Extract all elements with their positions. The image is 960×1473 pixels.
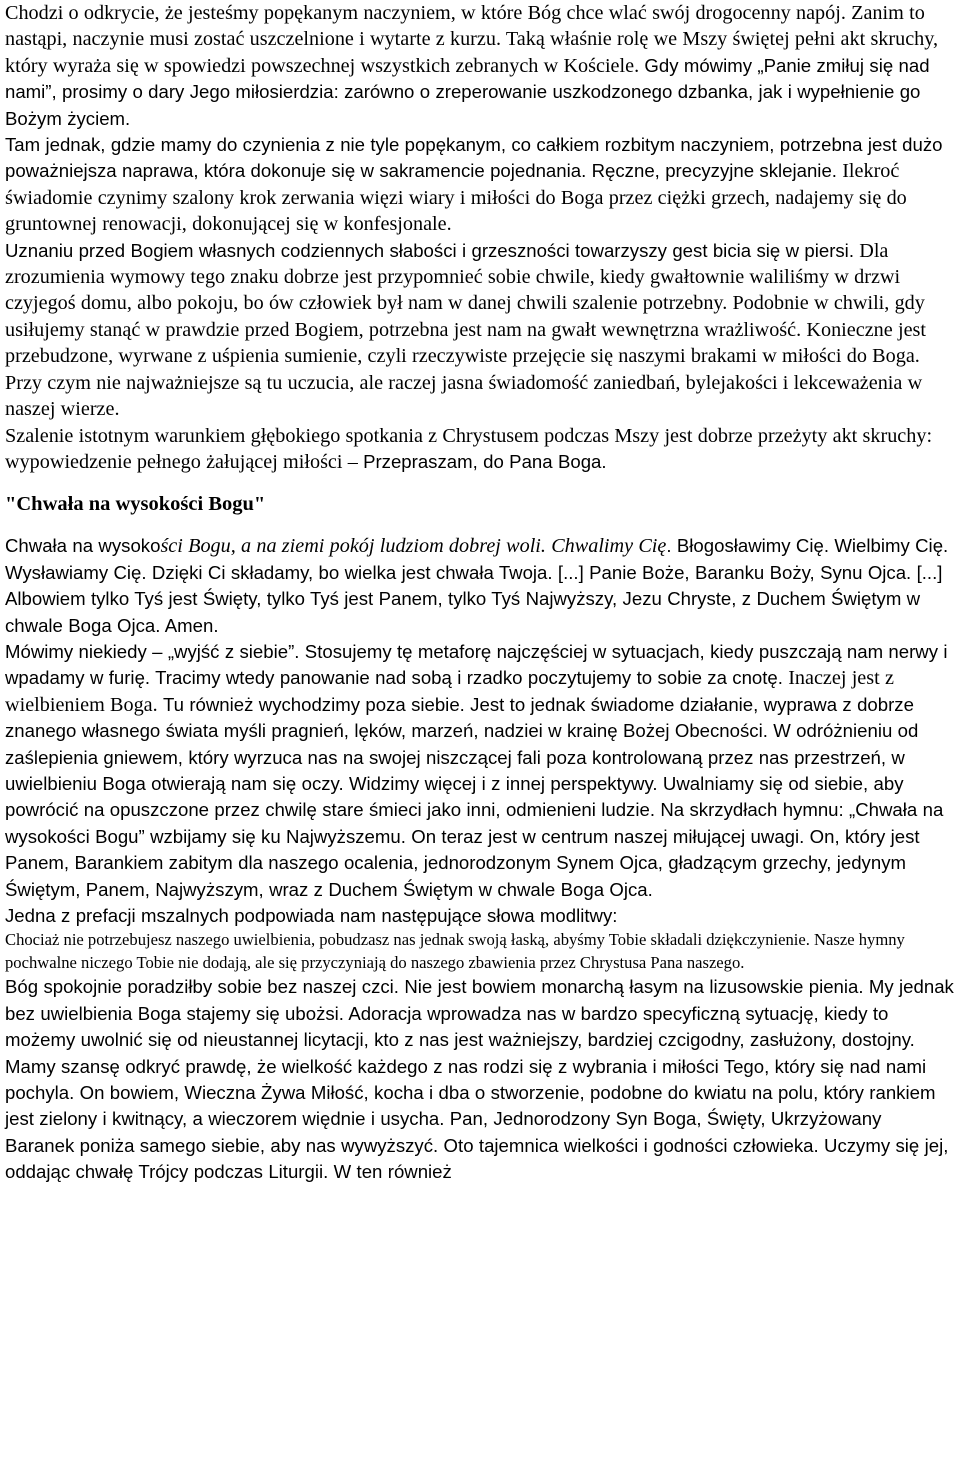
paragraph-reconciliation-part-2: Ilekroć świadomie czynimy szalony krok zerwania więzi wiary i miłości do Boga przez ciężki grzech, nadajemy się do gruntownej renowacji, dokonującej się w konfesjonale. (5, 160, 907, 236)
paragraph-vessel-part-2: Gdy mówimy „Panie zmiłuj się nad nami”, prosimy o dary Jego miłosierdzia: zarówno o zreperowanie uszkodzonego dzbanka, jak i wypełnienie go Bożym życiem. (5, 54, 930, 129)
spacer (5, 475, 955, 491)
document-page (5, 0, 955, 1186)
spacer (5, 517, 955, 533)
paragraph-preface-intro: Jedna z prefacji mszalnych podpowiada nam następujące słowa modlitwy: (5, 905, 618, 926)
gloria-text-part-1: Chwała na wysoko (5, 535, 161, 557)
paragraph-worship-part-1: Mówimy niekiedy – „wyjść z siebie”. Stosujemy tę metaforę najczęściej w sytuacjach, kiedy puszczają nam nerwy i wpadamy w furię. Tracimy wtedy panowanie nad sobą i rzadko poczytujemy to sobie za cnotę. (5, 640, 948, 689)
paragraph-worship (5, 639, 955, 903)
section-heading: "Chwała na wysokości Bogu" (5, 493, 266, 516)
paragraph-breast-beating-part-1: Uznaniu przed Bogiem własnych codziennych słabości i grzeszności towarzyszy gest bicia się w piersi. (5, 239, 854, 261)
paragraph-worship-part-2: Inaczej jest z wielbieniem Boga. (5, 667, 894, 716)
paragraph-worship-part-3: Tu również wychodzimy poza siebie. Jest to jednak świadome działanie, wyprawa z dobrze znanego własnego świata myśli pragnień, lęków, marzeń, nadziei w krainę Bożej Obecności. W odróżnieniu od zaślepienia gniewem, który wyrzuca nas na swojej niszczącej fali poza kontrolowaną przez nas przestrzeń, w uwielbieniu Boga otwierają nam się oczy. Widzimy więcej i z innej perspektywy. Uwalniamy się od siebie, aby powrócić na opuszczone przez chwilę stare śmieci jako inni, odmienieni ludzie. Na skrzydłach hymnu: „Chwała na wysokości Bogu” wzbijamy się ku Najwyższemu. On teraz jest w centrum naszej miłującej uwagi. On, który jest Panem, Barankiem zabitym dla naszego ocalenia, jednorodzonym Synem Ojca, gładzącym grzechy, jedynym Świętym, Panem, Najwyższym, wraz z Duchem Świętym w chwale Boga Ojca. (5, 693, 944, 900)
paragraph-vessel-part-1: Chodzi o odkrycie, że jesteśmy popękanym naczyniem, w które Bóg chce wlać swój drogocenny napój. Zanim to nastąpi, naczynie musi zostać uszczelnione i wytarte z kurzu. Taką właśnie rolę we Mszy świętej pełni akt skruchy, który wyraża się w spowiedzi powszechnej wszystkich zebranych w Kościele. (5, 2, 939, 77)
paragraph-breast-beating-part-2: Dla zrozumienia wymowy tego znaku dobrze jest przypomnieć sobie chwile, kiedy gwałtownie waliliśmy w drzwi czyjegoś domu, albo pokoju, bo ów człowiek był nam w danej chwili szalenie potrzebny. Podobnie w chwili, gdy usiłujemy stanąć w prawdzie przed Bogiem, potrzebna jest nam na gwałt wewnętrzna wrażliwość. Konieczne jest przebudzone, wyrwane z uśpienia sumienie, czyli rzeczywiste przejęcie się naszymi brakami w miłości do Boga. Przy czym nie najważniejsze są tu uczucia, ale raczej jasna świadomość zaniedbań, bylejakości i lekceważenia w naszej wierze. (5, 239, 926, 421)
paragraph-vessel (5, 0, 955, 132)
prayer-quote: Chociaż nie potrzebujesz naszego uwielbienia, pobudzasz nas jednak swoją łaską, abyśmy Tobie składali dziękczynienie. Nasze hymny pochwalne niczego Tobie nie dodają, ale się przyczyniają do naszego zbawienia przez Chrystusa Pana naszego. (5, 930, 905, 972)
paragraph-act-of-contrition (5, 423, 955, 476)
paragraph-reconciliation-part-1: Tam jednak, gdzie mamy do czynienia z nie tyle popękanym, co całkiem rozbitym naczyniem, potrzebna jest dużo poważniejsza naprawa, która dokonuje się w sakramencie pojednania. Ręczne, precyzyjne sklejanie. (5, 134, 943, 182)
paragraph-reconciliation (5, 132, 955, 238)
paragraph-act-of-contrition-part-2: Przepraszam, do Pana Boga. (363, 450, 607, 472)
paragraph-act-of-contrition-part-1: Szalenie istotnym warunkiem głębokiego spotkania z Chrystusem podczas Mszy jest dobrze przeżyty akt skruchy: wypowiedzenie pełnego żałującej miłości – (5, 424, 933, 473)
gloria-text-part-3: . Błogosławimy Cię. Wielbimy Cię. Wysławiamy Cię. Dzięki Ci składamy, bo wielka jest chwała Twoja. [...] Panie Boże, Baranku Boży, Synu Ojca. [...] Albowiem tylko Tyś jest Święty, tylko Tyś jest Panem, tylko Tyś Najwyższy, Jezu Chryste, z Duchem Świętym w chwale Boga Ojca. Amen. (5, 535, 949, 636)
gloria-text-part-2: ści Bogu, a na ziemi pokój ludziom dobrej woli. Chwalimy Cię (160, 535, 667, 558)
gloria-text (5, 533, 955, 639)
paragraph-adoration: Bóg spokojnie poradziłby sobie bez naszej czci. Nie jest bowiem monarchą łasym na lizusowskie pienia. My jednak bez uwielbienia Boga stajemy się ubożsi. Adoracja wprowadza nas w bardzo specyficzną sytuację, kiedy to możemy uwolnić się od nieustannej licytacji, kto z nas jest ważniejszy, bardziej czcigodny, zasłużony, dostojny. Mamy szansę odkryć prawdę, że wielkość każdego z nas rodzi się z wybrania i miłości Tego, który się nad nami pochyla. On bowiem, Wieczna Żywa Miłość, kocha i dba o stworzenie, podobne do kwiatu na polu, który rankiem jest zielony i kwitnący, a wieczorem więdnie i usycha. Pan, Jednorodzony Syn Boga, Święty, Ukrzyżowany Baranek poniża samego siebie, aby nas wywyższyć. Oto tajemnica wielkości i godności człowieka. Uczymy się jej, oddając chwałę Trójcy podczas Liturgii. W ten również (5, 976, 954, 1183)
paragraph-breast-beating (5, 238, 955, 423)
